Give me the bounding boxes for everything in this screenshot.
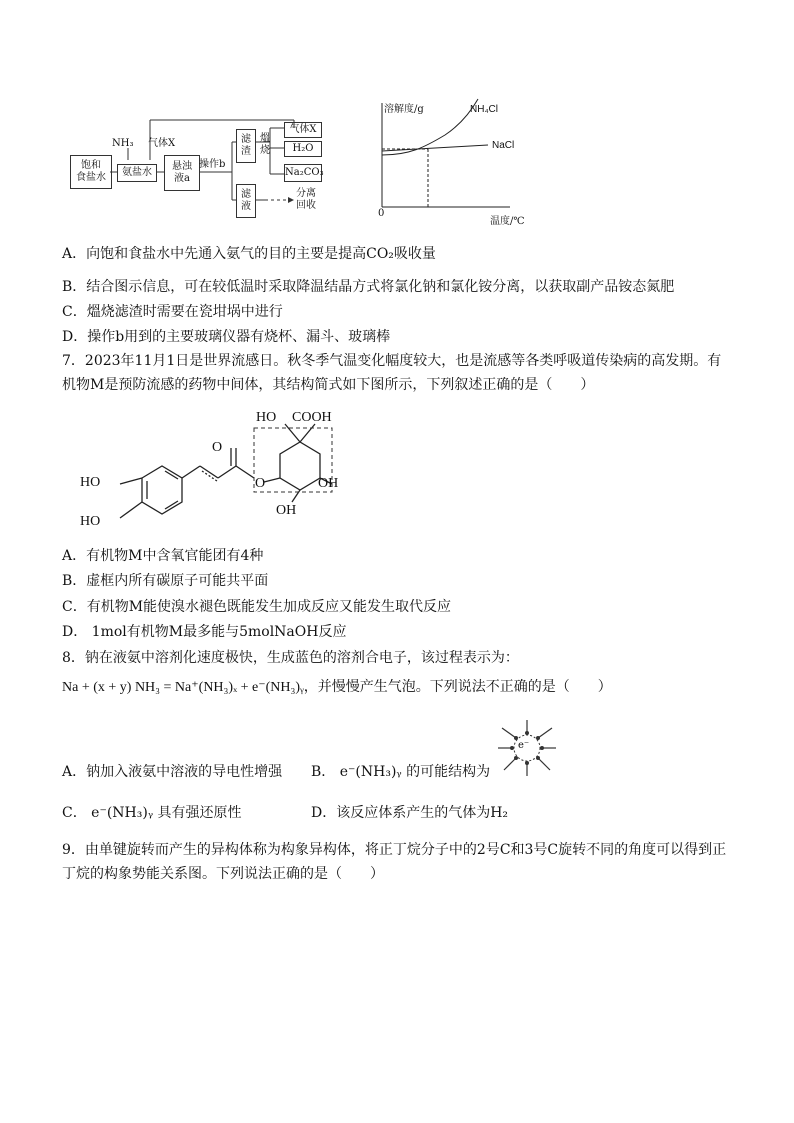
q8-equation-tail: ，并慢慢产生气泡。下列说法不正确的是（ ） xyxy=(303,679,612,695)
oh-right-label: OH xyxy=(318,476,339,491)
q8-option-c: C． e⁻(NH₃)ᵧ 具有强还原性 xyxy=(62,805,242,821)
output-sodium-carbonate: Na₂CO₃ xyxy=(284,164,322,182)
q7-option-b: B．虚框内所有碳原子可能共平面 xyxy=(62,573,269,589)
gas-x-label: 气体X xyxy=(148,138,176,149)
ho-top-label: HO xyxy=(256,410,277,425)
q6-option-d: D．操作b用到的主要玻璃仪器有烧杯、漏斗、玻璃棒 xyxy=(62,329,391,345)
q8-option-d: D．该反应体系产生的气体为H₂ xyxy=(311,805,509,821)
filter-residue-box: 滤 渣 xyxy=(236,129,256,163)
ester-bridge-o: O xyxy=(255,476,266,491)
operation-b-label: 操作b xyxy=(199,159,226,170)
q8-option-b: B． e⁻(NH₃)ᵧ 的可能结构为 xyxy=(311,764,491,780)
nh4cl-series-label: NH₄Cl xyxy=(470,104,498,115)
graph-x-label: 温度/℃ xyxy=(490,216,525,227)
solubility-curves xyxy=(370,95,550,230)
nh3-label: NH₃ xyxy=(112,138,134,149)
q9-stem: 9．由单键旋转而产生的异构体称为构象异构体，将正丁烷分子中的2号C和3号C旋转不同的角度可以得到正丁烷的构象势能关系图。下列说法正确的是（ ） xyxy=(62,842,727,882)
q6-option-c: C．熅烧滤渣时需要在瓷坩埚中进行 xyxy=(62,304,283,320)
brine-box: 饱和 食盐水 xyxy=(70,155,112,189)
cooh-label: COOH xyxy=(292,410,332,425)
q7-option-a: A．有机物M中含氧官能团有4种 xyxy=(62,548,264,564)
ho-left-upper-label: HO xyxy=(80,475,101,490)
ho-left-lower-label: HO xyxy=(80,514,101,529)
q8-stem: 8．钠在液氨中溶剂化速度极快，生成蓝色的溶剂合电子，该过程表示为： xyxy=(62,650,519,666)
suspension-box: 悬浊 液a xyxy=(164,155,200,191)
q8-equation-line xyxy=(62,677,612,698)
q8-option-a: A．钠加入液氨中溶液的导电性增强 xyxy=(62,764,283,780)
q6-option-b: B．结合图示信息，可在较低温时采取降温结晶方式将氯化钠和氯化铵分离，以获取副产品铵态氮肥 xyxy=(62,279,675,295)
q7-option-c: C．有机物M能使溴水褪色既能发生加成反应又能发生取代反应 xyxy=(62,599,452,615)
ester-carbonyl-o: O xyxy=(212,440,223,455)
calcine-label: 熅 烧 xyxy=(260,133,270,156)
graph-origin: 0 xyxy=(378,208,385,219)
output-gas-x: 气体X xyxy=(284,122,322,138)
oh-bottom-label: OH xyxy=(276,503,297,518)
q7-option-d: D． 1mol有机物M最多能与5molNaOH反应 xyxy=(62,624,347,640)
graph-y-label: 溶解度/g xyxy=(384,104,424,115)
nacl-series-label: NaCl xyxy=(492,140,515,151)
q7-stem: 7．2023年11月1日是世界流感日。秋冬季气温变化幅度较大，也是流感等各类呼吸道传染病的高发期。有机物M是预防流感的药物中间体，其结构简式如下图所示，下列叙述正确的是（ ） xyxy=(62,353,722,393)
separate-recover-label: 分离 回收 xyxy=(296,188,316,211)
q8-equation: Na + (x + y) NH₃ = Na⁺(NH₃)ₓ + e⁻(NH₃)ᵧ xyxy=(62,680,304,695)
filtrate-box: 滤 液 xyxy=(236,184,256,218)
ammonia-brine-box: 氨盐水 xyxy=(117,164,157,182)
output-water: H₂O xyxy=(284,141,322,157)
q6-option-a: A．向饱和食盐水中先通入氨气的目的主要是提高CO₂吸收量 xyxy=(62,246,436,262)
electron-label: e⁻ xyxy=(518,740,530,751)
